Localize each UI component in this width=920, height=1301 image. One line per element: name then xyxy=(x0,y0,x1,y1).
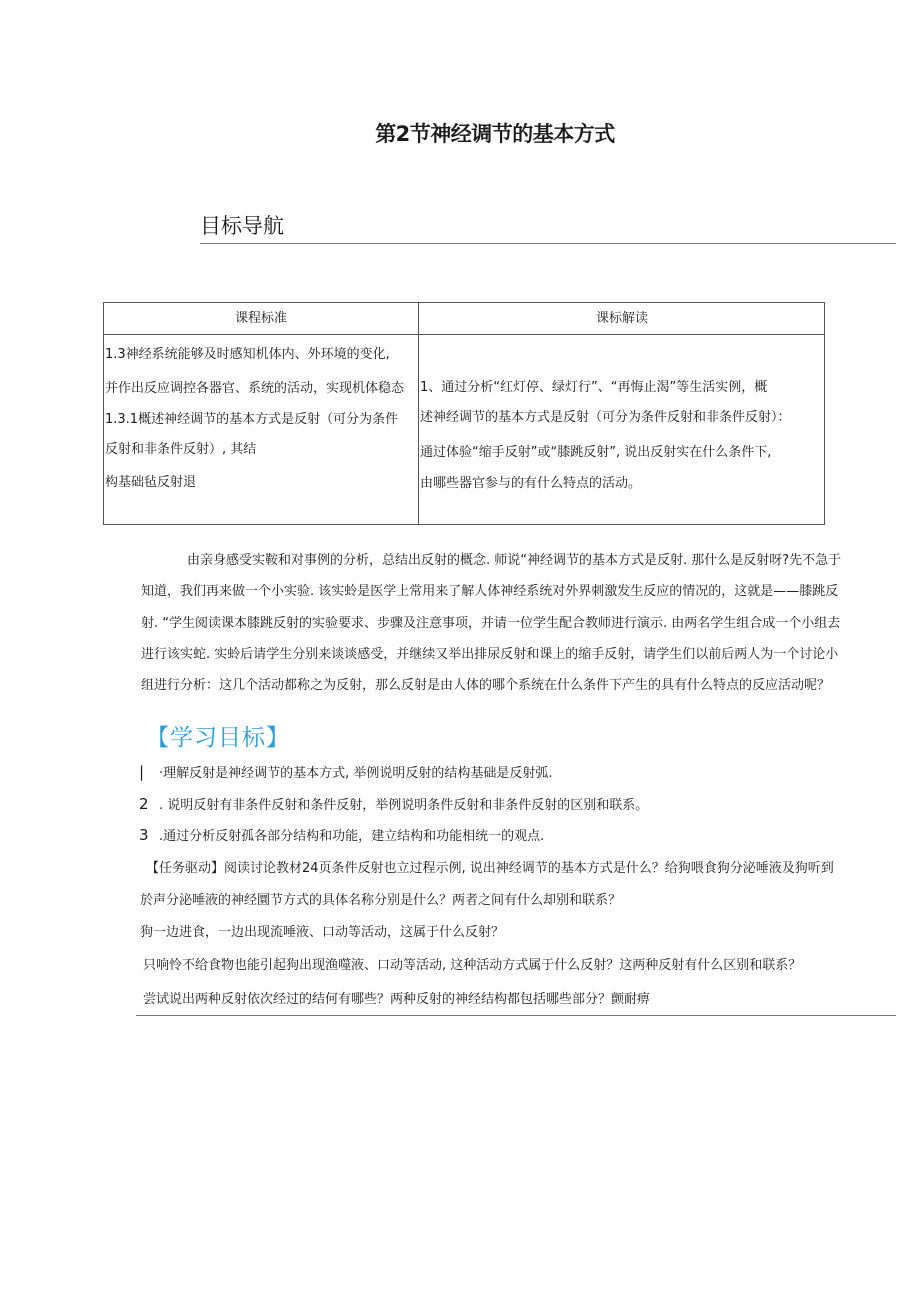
table-header-standard-interpretation: 课标解读 xyxy=(595,311,648,326)
table-column-divider xyxy=(418,303,419,524)
goal-text: . 说明反射有非条件反射和条件反射，举例说明条件反射和非条件反射的区别和联系。 xyxy=(159,798,649,813)
task-line: 狗一边进食，一边出现流唾液、口动等活动，这属于什么反射？ xyxy=(140,925,505,940)
intro-paragraph-line: 射. “学生阅读课本膝跳反射的实验要求、步骤及注意事项，并请一位学生配合教师进行演示. 由两名学生组合成一个小组去 xyxy=(141,616,841,631)
table-cell-line: 1、通过分析“红灯停、绿灯行”、“再悔止渴”等生活实例，概 xyxy=(420,380,768,395)
table-cell-line: 1.3神经系统能够及时感知机体内、外环境的变化, xyxy=(105,347,390,362)
bottom-divider xyxy=(136,1015,896,1016)
section-divider xyxy=(200,243,896,244)
goal-text: ·理解反射是神经调节的基本方式, 举例说明反射的结构基础是反射弧. xyxy=(159,766,553,781)
table-cell-line: 反射和非条件反射）, 其结 xyxy=(105,442,257,457)
page-title: 第2节神经调节的基本方式 xyxy=(375,122,615,146)
table-cell-line: 1.3.1概述神经调节的基本方式是反射（可分为条件 xyxy=(105,412,399,427)
goal-number: 3 xyxy=(139,826,149,844)
goal-item xyxy=(139,763,553,783)
task-line: 於声分泌唾液的神经圜节方式的具体名称分别是什么？两者之间有什么却别和联系？ xyxy=(140,893,622,908)
table-cell-line: 述神经调节的基本方式是反射（可分为条件反射和非条件反射）： xyxy=(420,410,791,425)
task-line: 只响怜不给食物也能引起狗出现渔噬液、口动等活动, 这种活动方式属于什么反射？这两种反射有什么区别和联系？ xyxy=(143,958,802,973)
goal-item xyxy=(139,795,648,815)
intro-paragraph-line: 进行该实蛇. 实蛉后请学生分别来谈谈感受，并继续又举出排尿反射和课上的缩手反射，请学生们以前后两人为一个讨论小 xyxy=(141,647,839,662)
table-header-curriculum-standard: 课程标准 xyxy=(234,311,287,326)
task-line: 【任务驱动】阅读讨论教材24页条件反射也立过程示例, 说出神经调节的基本方式是什么？给狗喂食狗分泌唾液及狗听到 xyxy=(146,861,834,876)
task-line: 尝试说出两种反射依次经过的结何有哪些？两种反射的神经结构都包括哪些部分？颤耐痹 xyxy=(143,992,651,1007)
curriculum-standards-table xyxy=(103,302,825,525)
section-heading-target-navigation: 目标导航 xyxy=(200,214,284,238)
goal-item xyxy=(139,826,544,846)
goal-number: | xyxy=(139,763,145,781)
goal-text: .通过分析反射孤各部分结构和功能，建立结构和功能相统一的观点. xyxy=(159,829,545,844)
intro-paragraph-line: 知道，我们再来做一个小实验. 该实蛉是医学上常用来了解人体神经系统对外界刺激发生反应的情况的，这就是——膝跳反 xyxy=(141,584,839,599)
table-cell-line: 构基础毡反射退 xyxy=(105,475,197,490)
table-cell-line: 通过体验“缩手反射”或“膝跳反射”, 说出反射实在什么条件下, xyxy=(420,445,772,460)
table-cell-line: 由哪些器官参与的有什么特点的活动。 xyxy=(420,476,642,491)
intro-paragraph-line: 由亲身感受实鞍和对事例的分析，总结出反射的概念. 师说“神经调节的基本方式是反射. 那什么是反射呀?先不急于 xyxy=(187,553,842,568)
intro-paragraph-line: 组进行分析：这几个活动都称之为反射，那么反射是由人体的哪个系统在什么条件下产生的具有什么特点的反应活动呢？ xyxy=(141,678,831,693)
table-cell-line: 并作出反应调控各器官、系统的活动，实现机体稳态 xyxy=(105,381,405,396)
goal-number: 2 xyxy=(139,795,149,813)
table-header-divider xyxy=(104,334,824,335)
learning-goals-heading: 【学习目标】 xyxy=(146,725,290,751)
